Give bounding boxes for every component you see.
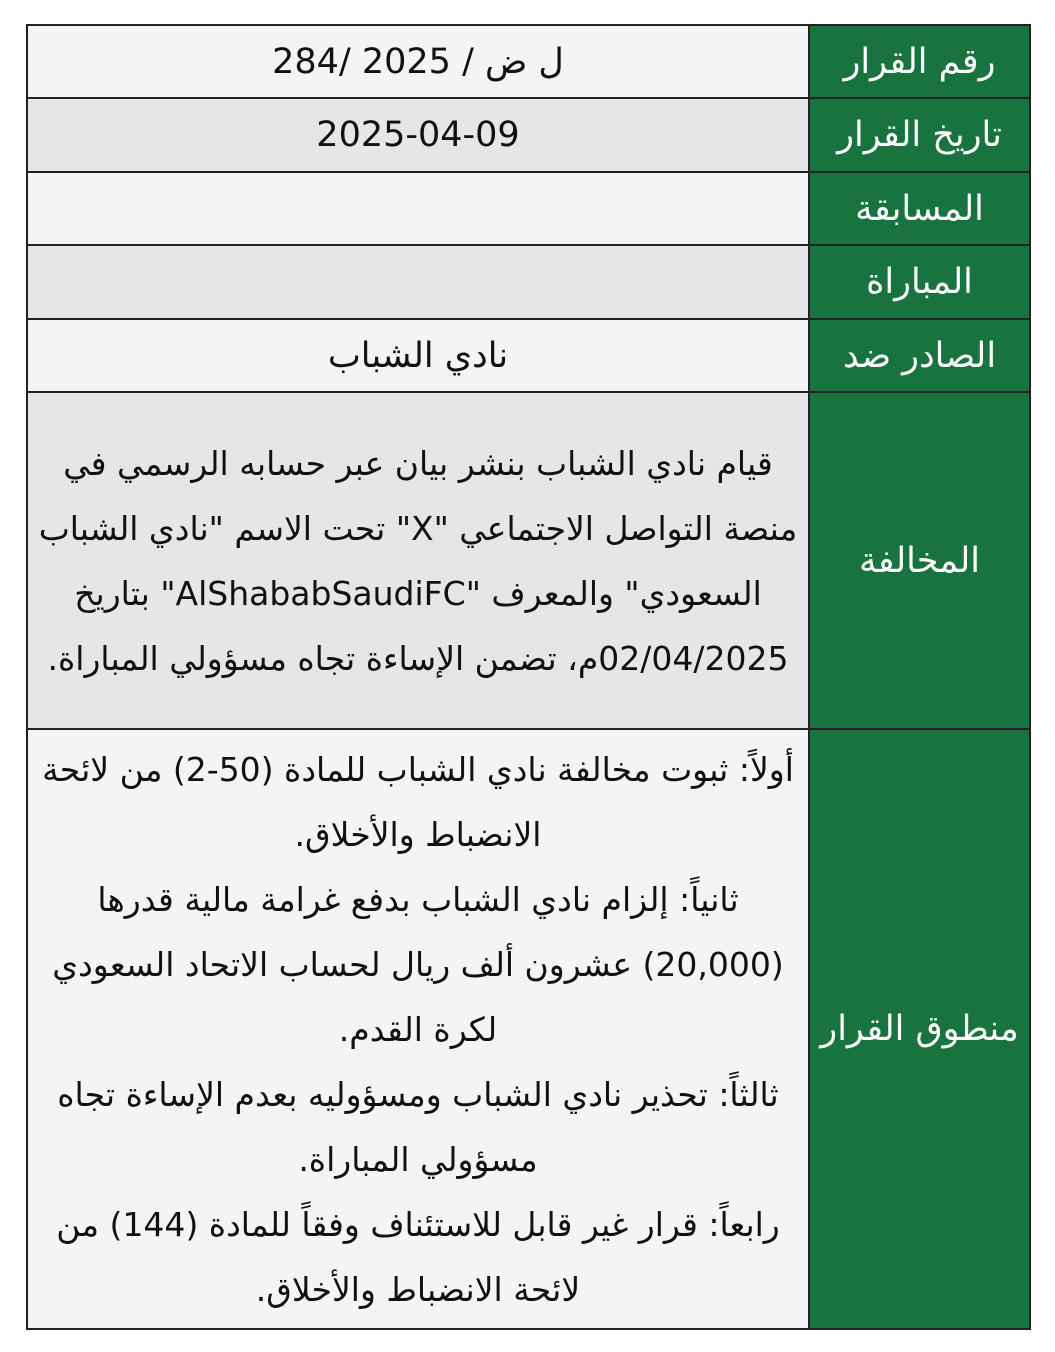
issued-against-value: نادي الشباب bbox=[28, 320, 810, 391]
violation-text: قيام نادي الشباب بنشر بيان عبر حسابه الرسمي في منصة التواصل الاجتماعي "X" تحت الاسم "نادي الشباب السعودي" والمعرف "AlShababSaudiFC" بتاريخ 02/04/2025م، تضمن الإساءة تجاه مسؤولي المباراة. bbox=[38, 443, 798, 678]
decision-date-text: 2025-04-09 bbox=[316, 115, 520, 155]
decision-number-text: 284/ ل ض / 2025 bbox=[272, 41, 564, 82]
decision-number-row bbox=[28, 26, 1029, 99]
ruling-item-second: ثانياً: إلزام نادي الشباب بدفع غرامة مالية قدرها (20,000) عشرون ألف ريال لحساب الاتحاد السعودي لكرة القدم. bbox=[52, 879, 784, 1049]
violation-row bbox=[28, 393, 1029, 730]
ruling-value bbox=[28, 730, 810, 1328]
competition-row bbox=[28, 173, 1029, 246]
ruling-item-third: ثالثاً: تحذير نادي الشباب ومسؤوليه بعدم الإساءة تجاه مسؤولي المباراة. bbox=[57, 1074, 779, 1179]
violation-value bbox=[28, 393, 810, 728]
decision-date-row bbox=[28, 99, 1029, 173]
issued-against-label: الصادر ضد bbox=[810, 320, 1029, 391]
match-value bbox=[28, 246, 810, 318]
decision-date-value bbox=[28, 99, 810, 171]
decision-number-label: رقم القرار bbox=[810, 26, 1029, 97]
decision-number-value bbox=[28, 26, 810, 97]
match-row bbox=[28, 246, 1029, 320]
issued-against-row bbox=[28, 320, 1029, 393]
decision-date-label: تاريخ القرار bbox=[810, 99, 1029, 171]
ruling-item-fourth: رابعاً: قرار غير قابل للاستئناف وفقاً للمادة (144) من لائحة الانضباط والأخلاق. bbox=[56, 1204, 780, 1309]
decision-table bbox=[26, 24, 1031, 1330]
violation-label: المخالفة bbox=[810, 393, 1029, 728]
ruling-item-first: أولاً: ثبوت مخالفة نادي الشباب للمادة (50-2) من لائحة الانضباط والأخلاق. bbox=[42, 749, 794, 854]
competition-label: المسابقة bbox=[810, 173, 1029, 244]
ruling-row bbox=[28, 730, 1029, 1328]
competition-value bbox=[28, 173, 810, 244]
match-label: المباراة bbox=[810, 246, 1029, 318]
ruling-label: منطوق القرار bbox=[810, 730, 1029, 1328]
